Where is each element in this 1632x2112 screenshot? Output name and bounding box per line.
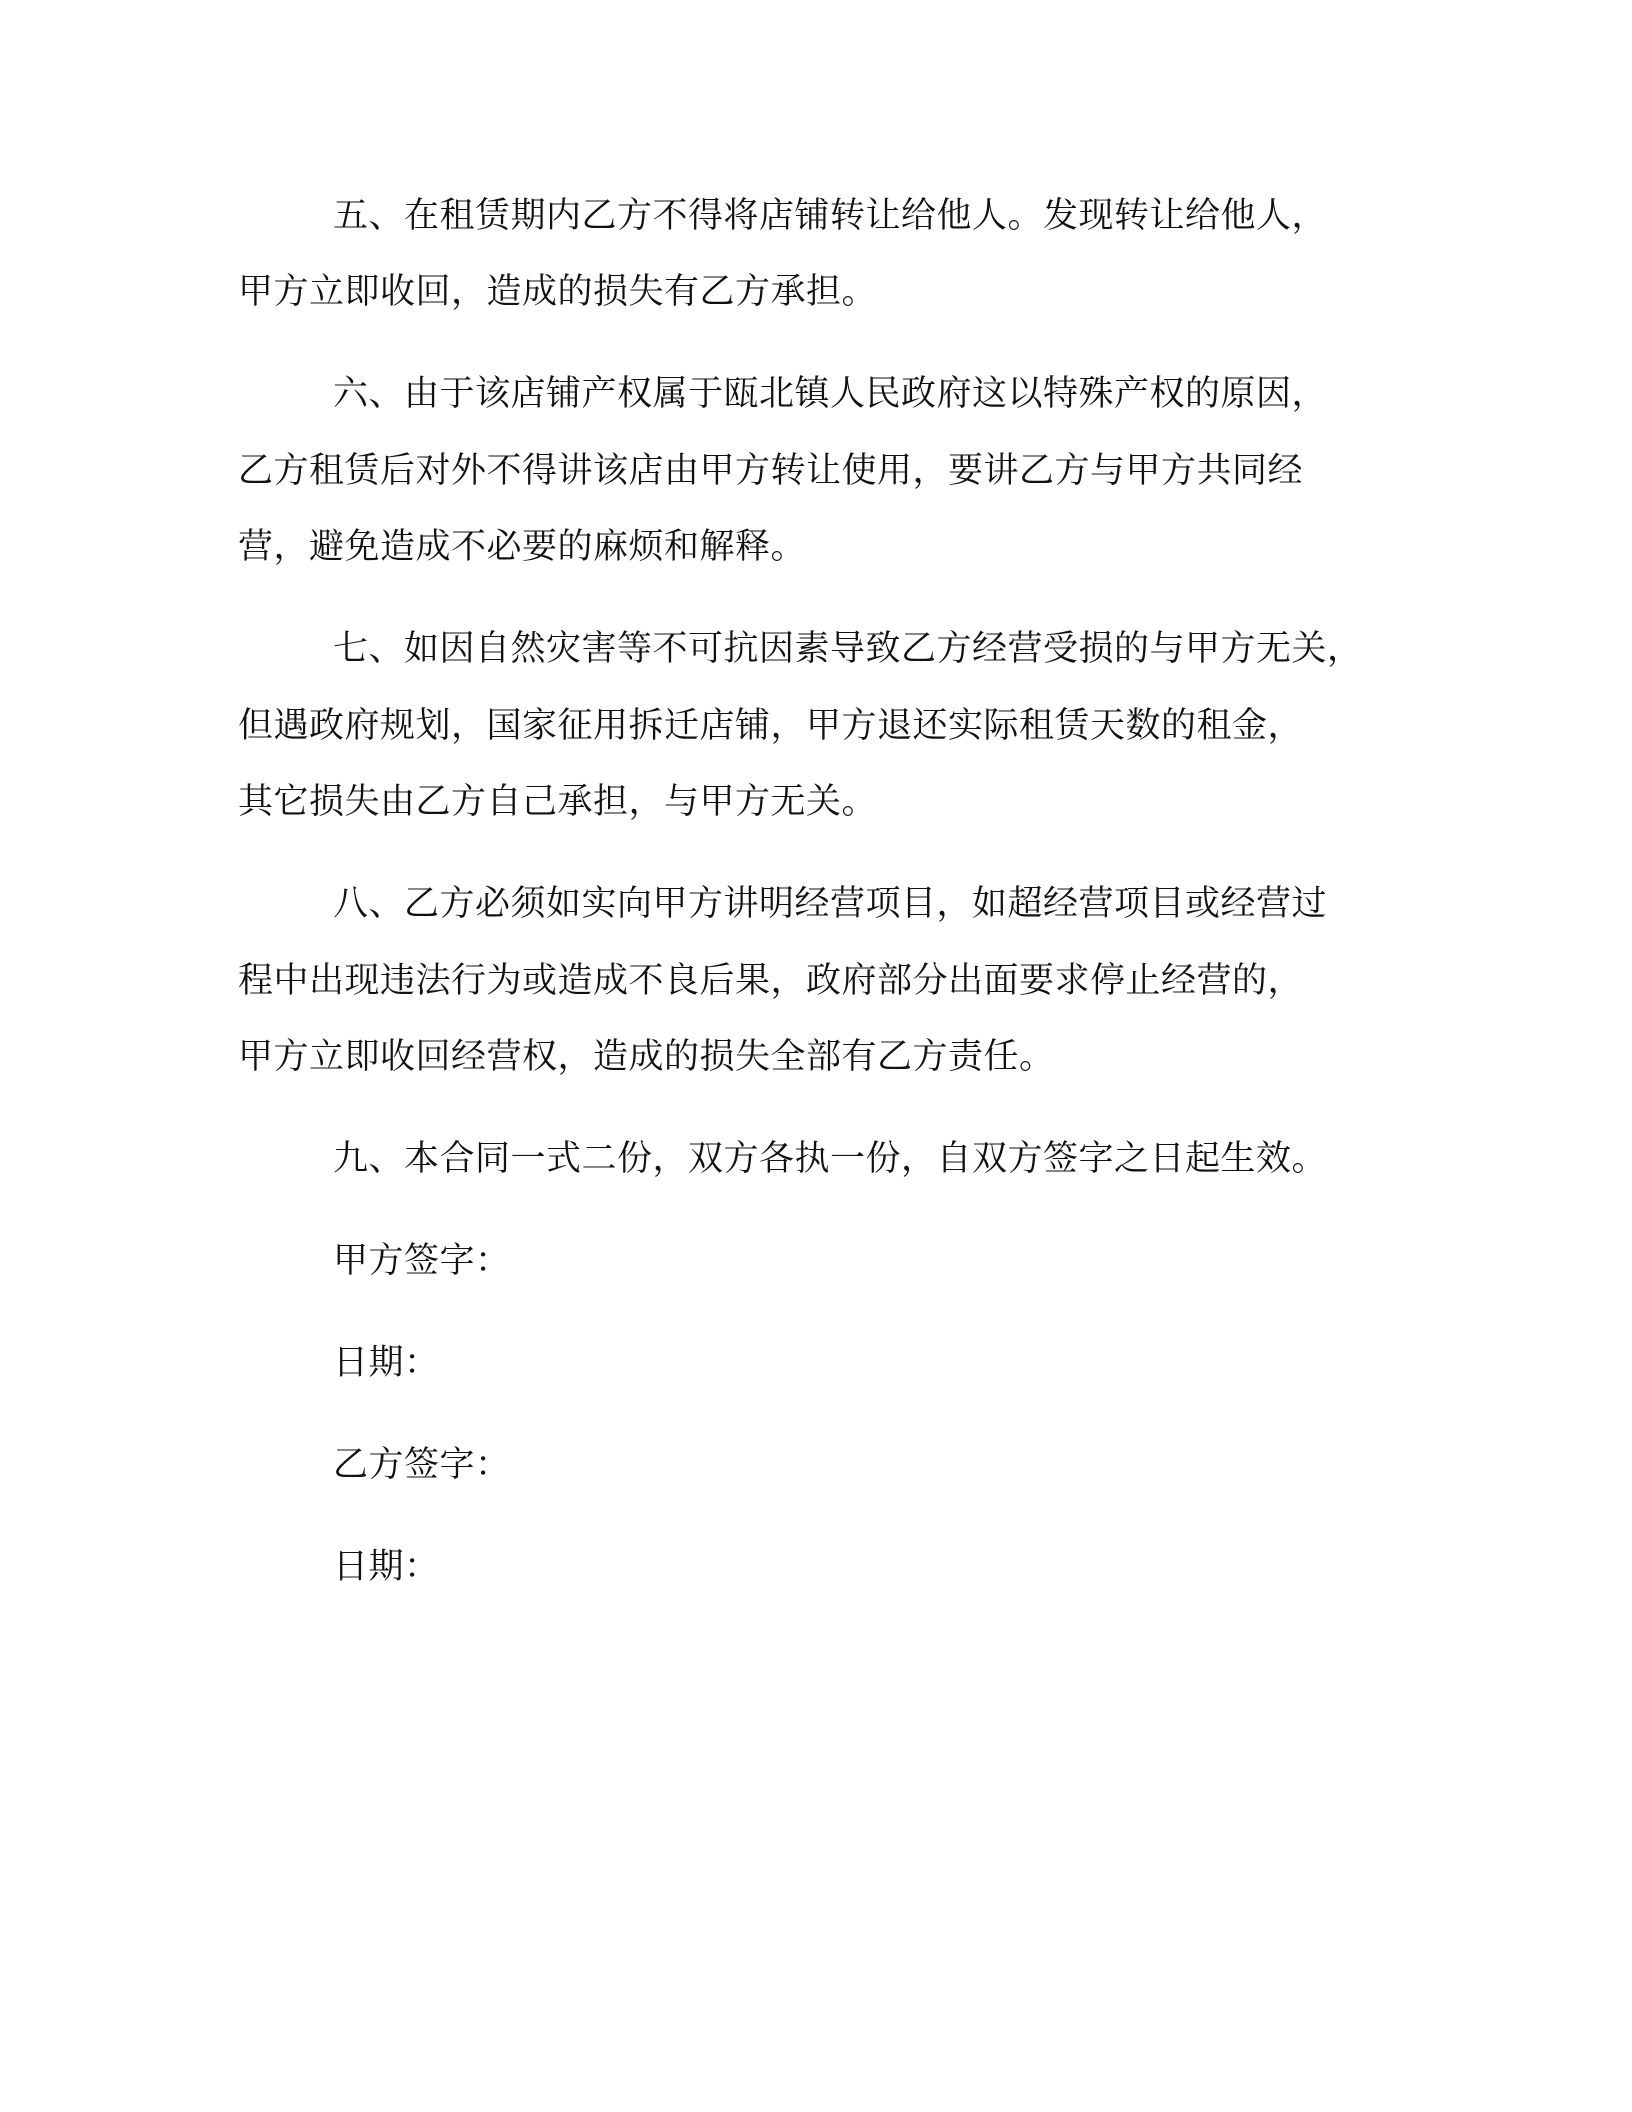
clause-7-line-3: 其它损失由乙方自己承担，与甲方无关。 [238,782,878,822]
clause-5-line-2: 甲方立即收回，造成的损失有乙方承担。 [238,272,878,312]
clause-7-line-2: 但遇政府规划，国家征用拆迁店铺，甲方退还实际租赁天数的租金， [238,706,1304,746]
clause-8-line-2: 程中出现违法行为或造成不良后果，政府部分出面要求停止经营的， [238,961,1304,1001]
clause-6-line-1: 六、由于该店铺产权属于瓯北镇人民政府这以特殊产权的原因， [333,374,1328,414]
party-b-signature-label: 乙方签字： [333,1445,511,1485]
clause-9-line-1: 九、本合同一式二份，双方各执一份，自双方签字之日起生效。 [333,1139,1328,1179]
clause-5-line-1: 五、在租赁期内乙方不得将店铺转让给他人。发现转让给他人， [333,196,1328,236]
party-a-date-label: 日期： [333,1343,440,1383]
clause-8-line-3: 甲方立即收回经营权，造成的损失全部有乙方责任。 [238,1037,1055,1077]
party-a-signature-label: 甲方签字： [333,1241,511,1281]
party-b-date-label: 日期： [333,1547,440,1587]
clause-6-line-2: 乙方租赁后对外不得讲该店由甲方转让使用，要讲乙方与甲方共同经 [238,451,1304,491]
clause-8-line-1: 八、乙方必须如实向甲方讲明经营项目，如超经营项目或经营过 [333,884,1328,924]
clause-6-line-3: 营，避免造成不必要的麻烦和解释。 [238,527,807,567]
clause-7-line-1: 七、如因自然灾害等不可抗因素导致乙方经营受损的与甲方无关， [333,629,1363,669]
